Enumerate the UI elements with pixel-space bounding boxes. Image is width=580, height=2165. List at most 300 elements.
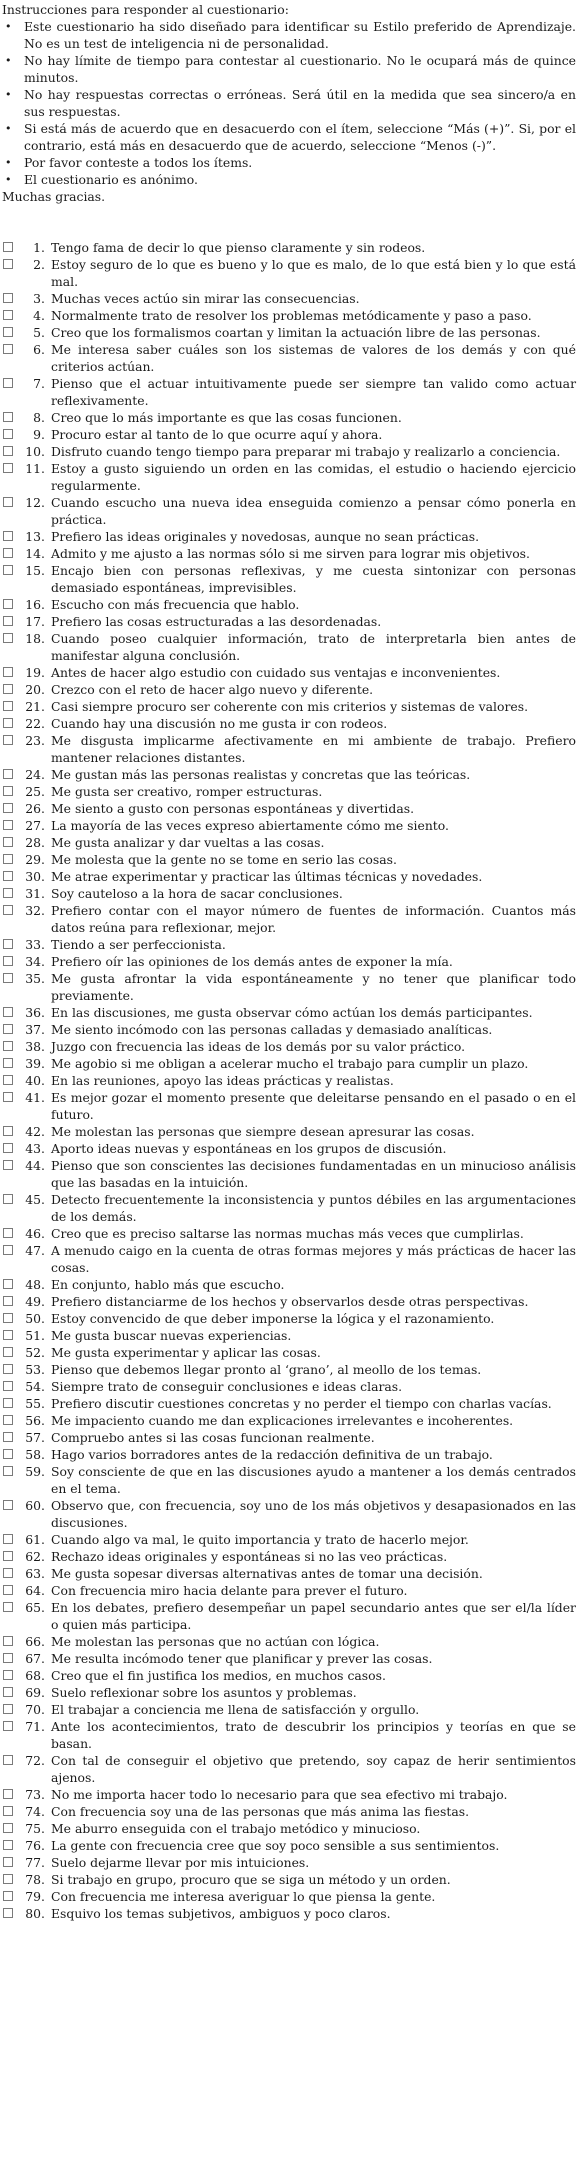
question-row — [2, 1225, 576, 1242]
question-text: Cuando algo va mal, le quito importancia y trato de hacerlo mejor. — [51, 1532, 469, 1547]
question-number: 49. — [25, 1294, 45, 1309]
question-number: 12. — [25, 495, 45, 510]
question-text: Con tal de conseguir el objetivo que pretendo, soy capaz de herir sentimientos ajenos. — [51, 1753, 576, 1785]
question-text: A menudo caigo en la cuenta de otras formas mejores y más prácticas de hacer las cosas. — [51, 1243, 576, 1275]
question-row — [2, 1684, 576, 1701]
question-number: 21. — [25, 699, 45, 714]
question-text: Me molestan las personas que siempre desean apresurar las cosas. — [51, 1124, 475, 1139]
question-number: 31. — [25, 886, 45, 901]
question-text: Prefiero las cosas estructuradas a las desordenadas. — [51, 614, 382, 629]
question-text: Antes de hacer algo estudio con cuidado sus ventajas e inconvenientes. — [51, 665, 501, 680]
question-number: 19. — [25, 665, 45, 680]
question-text: Si trabajo en grupo, procuro que se siga un método y un orden. — [51, 1872, 451, 1887]
checkbox[interactable] — [3, 1687, 13, 1697]
question-number: 38. — [25, 1039, 45, 1054]
question-row — [2, 1463, 576, 1497]
question-text: La mayoría de las veces expreso abiertamente cómo me siento. — [51, 818, 449, 833]
checkbox[interactable] — [3, 242, 13, 252]
question-number: 60. — [25, 1498, 45, 1513]
question-number: 51. — [25, 1328, 45, 1343]
checkbox[interactable] — [3, 497, 13, 507]
question-number: 27. — [25, 818, 45, 833]
question-text: Muchas veces actúo sin mirar las consecuencias. — [51, 291, 360, 306]
question-text: Disfruto cuando tengo tiempo para preparar mi trabajo y realizarlo a conciencia. — [51, 444, 561, 459]
question-number: 28. — [25, 835, 45, 850]
question-number: 75. — [25, 1821, 45, 1836]
question-number: 56. — [25, 1413, 45, 1428]
question-number: 70. — [25, 1702, 45, 1717]
question-row — [2, 1633, 576, 1650]
question-number: 73. — [25, 1787, 45, 1802]
question-number: 3. — [33, 291, 45, 306]
question-text: Tengo fama de decir lo que pienso claramente y sin rodeos. — [51, 240, 426, 255]
checkbox[interactable] — [3, 1857, 13, 1867]
question-row — [2, 1905, 576, 1922]
question-text: Hago varios borradores antes de la redacción definitiva de un trabajo. — [51, 1447, 493, 1462]
question-number: 80. — [25, 1906, 45, 1921]
question-number: 61. — [25, 1532, 45, 1547]
question-row — [2, 1293, 576, 1310]
question-text: Con frecuencia me interesa averiguar lo que piensa la gente. — [51, 1889, 436, 1904]
question-text: Me gusta sopesar diversas alternativas antes de tomar una decisión. — [51, 1566, 483, 1581]
question-row — [2, 1072, 576, 1089]
question-row — [2, 596, 576, 613]
question-row — [2, 1310, 576, 1327]
question-number: 11. — [25, 461, 45, 476]
question-row — [2, 1497, 576, 1531]
question-row — [2, 1803, 576, 1820]
checkbox[interactable] — [3, 1670, 13, 1680]
question-text: Me resulta incómodo tener que planificar y prever las cosas. — [51, 1651, 433, 1666]
checkbox[interactable] — [3, 1415, 13, 1425]
checkbox[interactable] — [3, 378, 13, 388]
question-number: 65. — [25, 1600, 45, 1615]
question-text: Me aburro enseguida con el trabajo metódico y minucioso. — [51, 1821, 421, 1836]
question-text: Pienso que son conscientes las decisiones fundamentadas en un minucioso análisis que las basadas en la intuición. — [51, 1158, 576, 1190]
question-text: Pienso que debemos llegar pronto al ‘grano’, al meollo de los temas. — [51, 1362, 482, 1377]
checkbox[interactable] — [3, 344, 13, 354]
question-number: 40. — [25, 1073, 45, 1088]
question-number: 36. — [25, 1005, 45, 1020]
question-text: Me impaciento cuando me dan explicaciones irrelevantes e incoherentes. — [51, 1413, 514, 1428]
question-number: 33. — [25, 937, 45, 952]
question-number: 2. — [33, 257, 45, 272]
checkbox[interactable] — [3, 837, 13, 847]
question-text: Me interesa saber cuáles son los sistemas de valores de los demás y con qué criterios actúan. — [51, 342, 576, 374]
question-text: Admito y me ajusto a las normas sólo si me sirven para lograr mis objetivos. — [51, 546, 530, 561]
question-number: 43. — [25, 1141, 45, 1156]
question-number: 63. — [25, 1566, 45, 1581]
checkbox[interactable] — [3, 1704, 13, 1714]
question-row — [2, 1582, 576, 1599]
question-text: Estoy a gusto siguiendo un orden en las comidas, el estudio o haciendo ejercicio regularmente. — [51, 461, 576, 493]
checkbox[interactable] — [3, 1721, 13, 1731]
checkbox[interactable] — [3, 769, 13, 779]
question-number: 44. — [25, 1158, 45, 1173]
thanks-text: Muchas gracias. — [2, 189, 106, 204]
checkbox[interactable] — [3, 973, 13, 983]
checkbox[interactable] — [3, 1500, 13, 1510]
question-number: 10. — [25, 444, 45, 459]
checkbox[interactable] — [3, 1194, 13, 1204]
question-text: Estoy convencido de que deber imponerse la lógica y el razonamiento. — [51, 1311, 495, 1326]
question-row — [2, 664, 576, 681]
question-row — [2, 1157, 576, 1191]
checkbox[interactable] — [3, 548, 13, 558]
question-number: 8. — [33, 410, 45, 425]
question-number: 18. — [25, 631, 45, 646]
bullet-icon: • — [5, 122, 12, 135]
question-row — [2, 528, 576, 545]
question-row — [2, 460, 576, 494]
checkbox[interactable] — [3, 412, 13, 422]
question-number: 71. — [25, 1719, 45, 1734]
question-text: Observo que, con frecuencia, soy uno de los más objetivos y desapasionados en las discusiones. — [51, 1498, 576, 1530]
question-row — [2, 613, 576, 630]
question-text: Aporto ideas nuevas y espontáneas en los grupos de discusión. — [51, 1141, 447, 1156]
question-text: Normalmente trato de resolver los problemas metódicamente y paso a paso. — [51, 308, 532, 323]
question-row — [2, 545, 576, 562]
checkbox[interactable] — [3, 1908, 13, 1918]
question-row — [2, 426, 576, 443]
question-row — [2, 256, 576, 290]
question-row — [2, 1395, 576, 1412]
checkbox[interactable] — [3, 1789, 13, 1799]
checkbox[interactable] — [3, 701, 13, 711]
checkbox[interactable] — [3, 956, 13, 966]
instruction-text: No hay respuestas correctas o erróneas. Será útil en la medida que sea sincero/a en sus respuestas. — [24, 87, 576, 119]
question-number: 29. — [25, 852, 45, 867]
question-text: La gente con frecuencia cree que soy poco sensible a sus sentimientos. — [51, 1838, 500, 1853]
question-number: 68. — [25, 1668, 45, 1683]
question-number: 26. — [25, 801, 45, 816]
question-text: Me agobio si me obligan a acelerar mucho el trabajo para cumplir un plazo. — [51, 1056, 529, 1071]
question-row — [2, 834, 576, 851]
question-row — [2, 409, 576, 426]
checkbox[interactable] — [3, 259, 13, 269]
question-number: 52. — [25, 1345, 45, 1360]
question-number: 59. — [25, 1464, 45, 1479]
instruction-item — [2, 86, 576, 120]
question-number: 39. — [25, 1056, 45, 1071]
checkbox[interactable] — [3, 803, 13, 813]
questions-list — [2, 239, 576, 1922]
question-row — [2, 1446, 576, 1463]
checkbox[interactable] — [3, 1466, 13, 1476]
question-row — [2, 902, 576, 936]
question-number: 78. — [25, 1872, 45, 1887]
question-row — [2, 868, 576, 885]
question-text: Creo que lo más importante es que las cosas funcionen. — [51, 410, 402, 425]
question-text: No me importa hacer todo lo necesario para que sea efectivo mi trabajo. — [51, 1787, 508, 1802]
question-text: En conjunto, hablo más que escucho. — [51, 1277, 285, 1292]
checkbox[interactable] — [3, 1534, 13, 1544]
question-row — [2, 1089, 576, 1123]
question-row — [2, 1667, 576, 1684]
question-row — [2, 630, 576, 664]
checkbox[interactable] — [3, 1007, 13, 1017]
question-text: Creo que el fin justifica los medios, en muchos casos. — [51, 1668, 386, 1683]
question-row — [2, 1276, 576, 1293]
question-text: Escucho con más frecuencia que hablo. — [51, 597, 300, 612]
question-text: Me gusta afrontar la vida espontáneamente y no tener que planificar todo previamente. — [51, 971, 576, 1003]
question-text: Siempre trato de conseguir conclusiones e ideas claras. — [51, 1379, 403, 1394]
question-row — [2, 732, 576, 766]
question-row — [2, 698, 576, 715]
checkbox[interactable] — [3, 1755, 13, 1765]
checkbox[interactable] — [3, 905, 13, 915]
checkbox[interactable] — [3, 735, 13, 745]
question-number: 54. — [25, 1379, 45, 1394]
question-text: Tiendo a ser perfeccionista. — [51, 937, 226, 952]
question-number: 69. — [25, 1685, 45, 1700]
checkbox[interactable] — [3, 1874, 13, 1884]
question-row — [2, 1038, 576, 1055]
question-row — [2, 1565, 576, 1582]
question-row — [2, 817, 576, 834]
question-number: 1. — [33, 240, 45, 255]
question-text: Casi siempre procuro ser coherente con mis criterios y sistemas de valores. — [51, 699, 529, 714]
question-row — [2, 1548, 576, 1565]
question-number: 41. — [25, 1090, 45, 1105]
checkbox[interactable] — [3, 1398, 13, 1408]
question-text: Cuando poseo cualquier información, trato de interpretarla bien antes de manifestar alguna conclusión. — [51, 631, 576, 663]
checkbox[interactable] — [3, 1432, 13, 1442]
question-row — [2, 885, 576, 902]
question-row — [2, 936, 576, 953]
checkbox[interactable] — [3, 429, 13, 439]
question-text: Prefiero distanciarme de los hechos y observarlos desde otras perspectivas. — [51, 1294, 529, 1309]
instruction-text: Si está más de acuerdo que en desacuerdo con el ítem, seleccione “Más (+)”. Si, por el contrario, está más en desacuerdo que de acuerdo, seleccione “Menos (-)”. — [24, 121, 576, 153]
checkbox[interactable] — [3, 293, 13, 303]
question-number: 22. — [25, 716, 45, 731]
question-row — [2, 1378, 576, 1395]
question-text: Soy consciente de que en las discusiones ayudo a mantener a los demás centrados en el tema. — [51, 1464, 576, 1496]
question-number: 17. — [25, 614, 45, 629]
checkbox[interactable] — [3, 871, 13, 881]
question-number: 37. — [25, 1022, 45, 1037]
question-text: Encajo bien con personas reflexivas, y me cuesta sintonizar con personas demasiado espontáneas, imprevisibles. — [51, 563, 576, 595]
question-row — [2, 1004, 576, 1021]
question-row — [2, 562, 576, 596]
question-row — [2, 1140, 576, 1157]
checkbox[interactable] — [3, 939, 13, 949]
question-row — [2, 1752, 576, 1786]
checkbox[interactable] — [3, 1160, 13, 1170]
question-text: Creo que los formalismos coartan y limitan la actuación libre de las personas. — [51, 325, 541, 340]
checkbox[interactable] — [3, 667, 13, 677]
instruction-text: Este cuestionario ha sido diseñado para identificar su Estilo preferido de Aprendizaje. No es un test de inteligencia ni de personalidad. — [24, 19, 576, 51]
question-number: 6. — [33, 342, 45, 357]
instruction-item — [2, 171, 576, 188]
checkbox[interactable] — [3, 786, 13, 796]
checkbox[interactable] — [3, 1126, 13, 1136]
question-number: 42. — [25, 1124, 45, 1139]
question-row — [2, 766, 576, 783]
checkbox[interactable] — [3, 1296, 13, 1306]
checkbox[interactable] — [3, 1092, 13, 1102]
checkbox[interactable] — [3, 718, 13, 728]
bullet-icon: • — [5, 20, 12, 33]
checkbox[interactable] — [3, 327, 13, 337]
checkbox[interactable] — [3, 1330, 13, 1340]
checkbox[interactable] — [3, 1602, 13, 1612]
checkbox[interactable] — [3, 1143, 13, 1153]
checkbox[interactable] — [3, 633, 13, 643]
question-text: El trabajar a conciencia me llena de satisfacción y orgullo. — [51, 1702, 420, 1717]
bullet-icon: • — [5, 88, 12, 101]
question-number: 23. — [25, 733, 45, 748]
question-row — [2, 1055, 576, 1072]
instructions-title: Instrucciones para responder al cuestionario: — [2, 2, 289, 17]
checkbox[interactable] — [3, 1568, 13, 1578]
question-number: 50. — [25, 1311, 45, 1326]
checkbox[interactable] — [3, 1585, 13, 1595]
checkbox[interactable] — [3, 446, 13, 456]
question-number: 7. — [33, 376, 45, 391]
question-row — [2, 494, 576, 528]
question-row — [2, 1191, 576, 1225]
question-row — [2, 1786, 576, 1803]
question-text: Prefiero contar con el mayor número de fuentes de información. Cuantos más datos reúna para reflexionar, mejor. — [51, 903, 576, 935]
question-number: 62. — [25, 1549, 45, 1564]
question-text: Con frecuencia miro hacia delante para prever el futuro. — [51, 1583, 408, 1598]
checkbox[interactable] — [3, 1075, 13, 1085]
checkbox[interactable] — [3, 684, 13, 694]
checkbox[interactable] — [3, 531, 13, 541]
checkbox[interactable] — [3, 1024, 13, 1034]
question-number: 53. — [25, 1362, 45, 1377]
checkbox[interactable] — [3, 1653, 13, 1663]
checkbox[interactable] — [3, 616, 13, 626]
question-number: 35. — [25, 971, 45, 986]
question-number: 64. — [25, 1583, 45, 1598]
question-text: Pienso que el actuar intuitivamente puede ser siempre tan valido como actuar reflexivamente. — [51, 376, 576, 408]
question-text: Crezco con el reto de hacer algo nuevo y diferente. — [51, 682, 374, 697]
checkbox[interactable] — [3, 854, 13, 864]
question-number: 47. — [25, 1243, 45, 1258]
checkbox[interactable] — [3, 1381, 13, 1391]
question-text: En las reuniones, apoyo las ideas prácticas y realistas. — [51, 1073, 394, 1088]
checkbox[interactable] — [3, 1823, 13, 1833]
question-number: 48. — [25, 1277, 45, 1292]
question-text: Creo que es preciso saltarse las normas muchas más veces que cumplirlas. — [51, 1226, 524, 1241]
checkbox[interactable] — [3, 1806, 13, 1816]
question-text: Esquivo los temas subjetivos, ambiguos y poco claros. — [51, 1906, 391, 1921]
question-number: 79. — [25, 1889, 45, 1904]
checkbox[interactable] — [3, 463, 13, 473]
instruction-item — [2, 18, 576, 52]
question-row — [2, 1718, 576, 1752]
question-text: Me disgusta implicarme afectivamente en mi ambiente de trabajo. Prefiero mantener relaciones distantes. — [51, 733, 576, 765]
question-row — [2, 1650, 576, 1667]
checkbox[interactable] — [3, 599, 13, 609]
question-number: 34. — [25, 954, 45, 969]
question-text: Me siento incómodo con las personas calladas y demasiado analíticas. — [51, 1022, 493, 1037]
question-number: 72. — [25, 1753, 45, 1768]
checkbox[interactable] — [3, 1551, 13, 1561]
bullet-icon: • — [5, 156, 12, 169]
question-text: Con frecuencia soy una de las personas que más anima las fiestas. — [51, 1804, 470, 1819]
checkbox[interactable] — [3, 1347, 13, 1357]
question-row — [2, 239, 576, 256]
question-row — [2, 1327, 576, 1344]
question-text: Cuando hay una discusión no me gusta ir con rodeos. — [51, 716, 388, 731]
instructions-list — [2, 18, 576, 188]
question-text: Me atrae experimentar y practicar las últimas técnicas y novedades. — [51, 869, 483, 884]
question-number: 14. — [25, 546, 45, 561]
checkbox[interactable] — [3, 1636, 13, 1646]
checkbox[interactable] — [3, 1279, 13, 1289]
question-text: Me siento a gusto con personas espontáneas y divertidas. — [51, 801, 415, 816]
question-row — [2, 1242, 576, 1276]
question-row — [2, 1412, 576, 1429]
question-row — [2, 783, 576, 800]
checkbox[interactable] — [3, 1891, 13, 1901]
checkbox[interactable] — [3, 1364, 13, 1374]
instruction-item — [2, 120, 576, 154]
question-number: 77. — [25, 1855, 45, 1870]
checkbox[interactable] — [3, 1313, 13, 1323]
question-text: Procuro estar al tanto de lo que ocurre aquí y ahora. — [51, 427, 383, 442]
question-row — [2, 1837, 576, 1854]
question-row — [2, 970, 576, 1004]
question-row — [2, 307, 576, 324]
question-row — [2, 341, 576, 375]
question-text: Me gustan más las personas realistas y concretas que las teóricas. — [51, 767, 471, 782]
question-number: 24. — [25, 767, 45, 782]
checkbox[interactable] — [3, 1840, 13, 1850]
question-row — [2, 715, 576, 732]
question-text: Compruebo antes si las cosas funcionan realmente. — [51, 1430, 375, 1445]
checkbox[interactable] — [3, 1041, 13, 1051]
bullet-icon: • — [5, 173, 12, 186]
checkbox[interactable] — [3, 1228, 13, 1238]
question-row — [2, 800, 576, 817]
checkbox[interactable] — [3, 565, 13, 575]
question-number: 55. — [25, 1396, 45, 1411]
question-row — [2, 290, 576, 307]
question-text: Soy cauteloso a la hora de sacar conclusiones. — [51, 886, 343, 901]
question-text: Ante los acontecimientos, trato de descubrir los principios y teorías en que se basan. — [51, 1719, 576, 1751]
checkbox[interactable] — [3, 888, 13, 898]
question-text: Me gusta ser creativo, romper estructuras. — [51, 784, 323, 799]
question-row — [2, 1361, 576, 1378]
question-row — [2, 1701, 576, 1718]
instruction-item — [2, 154, 576, 171]
question-text: Estoy seguro de lo que es bueno y lo que es malo, de lo que está bien y lo que está mal. — [51, 257, 576, 289]
question-text: En las discusiones, me gusta observar cómo actúan los demás participantes. — [51, 1005, 533, 1020]
question-text: Es mejor gozar el momento presente que deleitarse pensando en el pasado o en el futuro. — [51, 1090, 576, 1122]
question-number: 25. — [25, 784, 45, 799]
question-row — [2, 1429, 576, 1446]
question-row — [2, 681, 576, 698]
question-text: En los debates, prefiero desempeñar un papel secundario antes que ser el/la líder o quien más participa. — [51, 1600, 576, 1632]
question-number: 74. — [25, 1804, 45, 1819]
checkbox[interactable] — [3, 1245, 13, 1255]
question-number: 58. — [25, 1447, 45, 1462]
question-text: Me molesta que la gente no se tome en serio las cosas. — [51, 852, 397, 867]
question-row — [2, 1123, 576, 1140]
question-row — [2, 1854, 576, 1871]
question-number: 5. — [33, 325, 45, 340]
bullet-icon: • — [5, 54, 12, 67]
question-row — [2, 375, 576, 409]
checkbox[interactable] — [3, 1449, 13, 1459]
checkbox[interactable] — [3, 820, 13, 830]
checkbox[interactable] — [3, 1058, 13, 1068]
checkbox[interactable] — [3, 310, 13, 320]
